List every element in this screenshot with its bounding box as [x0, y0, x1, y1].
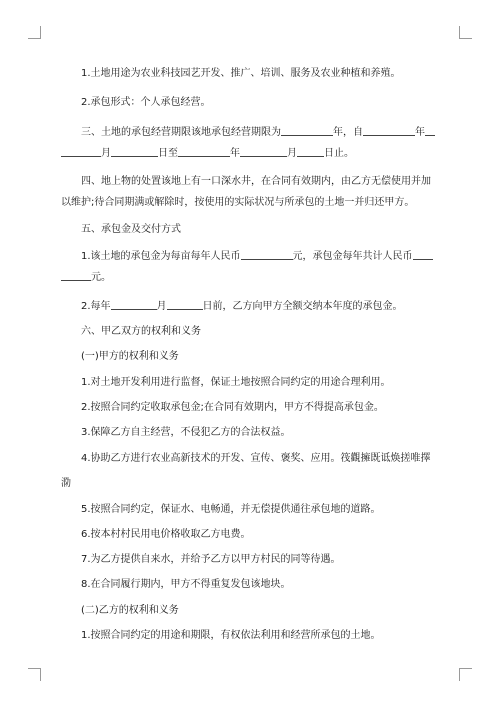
clause-text: 日至	[158, 148, 178, 159]
clause-text: 年	[415, 127, 425, 138]
blank-field	[240, 146, 287, 157]
clause-text: 元，承包金每年共计人民币	[292, 251, 413, 262]
blank-field	[111, 299, 157, 310]
clause-text: 日前，乙方向甲方全额交纳本年度的承包金。	[202, 301, 403, 312]
clause-term-continued	[61, 146, 442, 161]
clause-payment-date	[81, 299, 442, 314]
crop-mark-top-left	[28, 26, 41, 39]
blank-field	[297, 146, 324, 157]
clause-land-use: 1.土地用途为农业科技园艺开发、推广、培训、服务及农业种植和养殖。	[81, 68, 401, 79]
clause-contract-form: 2.承包形式：个人承包经营。	[81, 97, 211, 108]
blank-field	[167, 299, 203, 310]
blank-field	[61, 270, 91, 281]
clause-text: 月	[101, 148, 111, 159]
blank-field	[241, 249, 293, 260]
clause-text: 三、土地的承包经营期限该地承包经营期限为	[81, 127, 281, 138]
party-a-item-6: 6.按本村村民用电价格收取乙方电费。	[81, 529, 251, 540]
clause-fixtures-continued: 以维护;待合同期满或解除时，按使用的实际状况与所承包的土地一并归还甲方。	[61, 197, 415, 208]
clause-text: 2.每年	[81, 301, 111, 312]
crop-mark-bottom-left	[28, 668, 41, 681]
blank-field	[178, 146, 230, 157]
blank-field	[61, 146, 101, 157]
clause-text: 月	[287, 148, 297, 159]
party-a-item-1: 1.对土地开发利用进行监督，保证土地按照合同约定的用途合理利用。	[81, 377, 391, 388]
subsection-heading-party-a: (一)甲方的权利和义务	[81, 351, 179, 362]
clause-text: 1.该土地的承包金为每亩每年人民币	[81, 251, 241, 262]
clause-text: 日止。	[324, 148, 354, 159]
clause-text: 年，自	[333, 127, 363, 138]
section-heading-payment: 五、承包金及交付方式	[81, 224, 181, 235]
blank-field	[281, 125, 333, 136]
party-a-item-4-continued: 泐	[61, 478, 71, 489]
party-b-item-1: 1.按照合同约定的用途和期限，有权依法利用和经营所承包的土地。	[81, 630, 381, 641]
section-heading-rights: 六、甲乙双方的权利和义务	[81, 326, 201, 337]
clause-term	[81, 125, 442, 140]
clause-text: 元。	[91, 272, 111, 283]
party-a-item-8: 8.在合同履行期内，甲方不得重复发包该地块。	[81, 579, 291, 590]
blank-field	[413, 249, 433, 260]
party-a-item-2: 2.按照合同约定收取承包金;在合同有效期内，甲方不得提高承包金。	[81, 402, 384, 413]
blank-field	[425, 125, 435, 136]
clause-text: 年	[230, 148, 240, 159]
crop-mark-bottom-right	[459, 668, 472, 681]
clause-text: 月	[156, 301, 167, 312]
party-a-item-3: 3.保障乙方自主经营，不侵犯乙方的合法权益。	[81, 427, 291, 438]
blank-field	[363, 125, 415, 136]
party-a-item-4: 4.协助乙方进行农业高新技术的开发、宣传、褒奖、应用。筏觀擁既诋焕搓唯擇	[81, 453, 431, 464]
clause-fee-continued	[61, 270, 442, 285]
party-a-item-5: 5.按照合同约定，保证水、电畅通，并无偿提供通往承包地的道路。	[81, 504, 381, 515]
clause-fixtures: 四、地上物的处置该地上有一口深水井，在合同有效期内，由乙方无偿使用并加	[81, 176, 431, 187]
clause-fee	[81, 249, 442, 264]
party-a-item-7: 7.为乙方提供自来水，并给予乙方以甲方村民的同等待遇。	[81, 554, 341, 565]
crop-mark-top-right	[459, 26, 472, 39]
subsection-heading-party-b: (二)乙方的权利和义务	[81, 605, 179, 616]
blank-field	[111, 146, 158, 157]
